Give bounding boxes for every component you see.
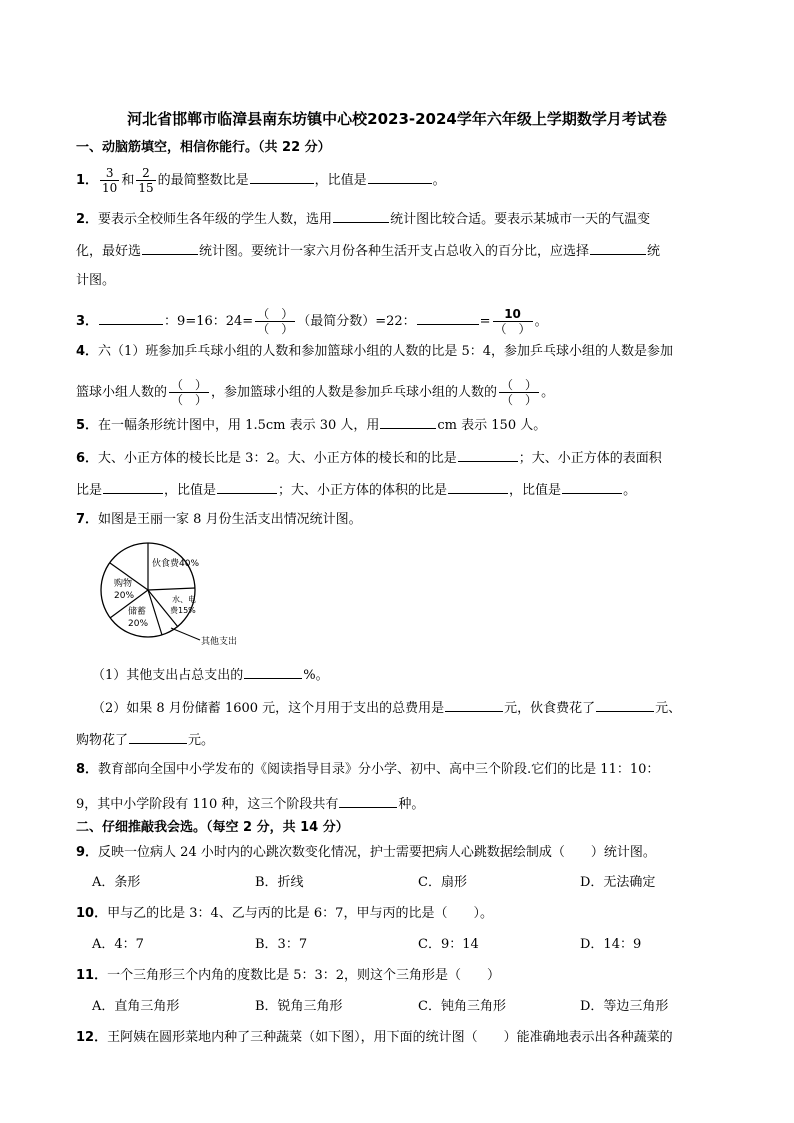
- question-number: 10．: [76, 906, 108, 921]
- option-c[interactable]: C．扇形: [418, 875, 467, 890]
- answer-blank[interactable]: [562, 479, 622, 494]
- question-11: 11．一个三角形三个内角的度数比是 5：3：2，则这个三角形是（ ）: [76, 968, 501, 983]
- pie-divider: [148, 588, 195, 590]
- answer-blank[interactable]: [129, 729, 187, 744]
- answer-blank[interactable]: [380, 414, 436, 429]
- answer-blank[interactable]: [333, 208, 389, 223]
- answer-blank[interactable]: [142, 240, 198, 255]
- question-9: 9．反映一位病人 24 小时内的心跳次数变化情况，护士需要把病人心跳数据绘制成（ ）统计图。: [76, 845, 656, 860]
- answer-blank[interactable]: [445, 697, 503, 712]
- fraction: $\frac{3}{10}$: [102, 166, 118, 195]
- option-b[interactable]: B．3：7: [255, 937, 308, 952]
- answer-blank[interactable]: [339, 793, 397, 808]
- option-a[interactable]: A．直角三角形: [92, 999, 180, 1014]
- pie-label-savings-pct: 20%: [128, 619, 149, 629]
- question-7-part-2: （2）如果 8 月份储蓄 1600 元，这个月用于支出的总费用是 元，伙食费花了 元、: [92, 697, 681, 718]
- fraction: $\frac{2}{15}$: [138, 166, 154, 195]
- answer-blank[interactable]: [368, 169, 432, 184]
- option-a[interactable]: A．条形: [92, 875, 141, 890]
- question-1: 1． $\frac{3}{10}$ 和 $\frac{2}{15}$ 的最简整数比是 ，比值是 。: [76, 166, 446, 195]
- question-number: 6．: [76, 451, 99, 466]
- fraction: $\frac{( )}{( )}$: [171, 378, 208, 407]
- question-7-part-2-line-2: 购物花了 元。: [76, 729, 214, 750]
- pie-label-utilities: 水、电: [172, 595, 196, 604]
- answer-blank[interactable]: [103, 479, 163, 494]
- answer-blank[interactable]: [244, 664, 302, 679]
- question-number: 11．: [76, 968, 108, 983]
- option-a[interactable]: A．4：7: [92, 937, 144, 952]
- question-2: 2．要表示全校师生各年级的学生人数，选用 统计图比较合适。要表示某城市一天的气温变: [76, 208, 650, 229]
- answer-blank[interactable]: [250, 169, 314, 184]
- question-4: 4．六（1）班参加乒乓球小组的人数和参加篮球小组的人数的比是 5：4，参加乒乓球小组的人数是参加: [76, 344, 673, 359]
- expenditure-pie-chart: [100, 536, 270, 648]
- answer-blank[interactable]: [99, 310, 163, 325]
- pie-leader-line: [171, 628, 200, 640]
- fraction: $\frac{( )}{( )}$: [501, 378, 538, 407]
- pie-divider: [148, 590, 162, 635]
- answer-blank[interactable]: [417, 310, 479, 325]
- question-6: 6．大、小正方体的棱长比是 3：2。大、小正方体的棱长和的比是 ；大、小正方体的表面积: [76, 447, 662, 468]
- question-3: 3． ：9=16：24= $\frac{( )}{( )}$ （最简分数）=22： = $\frac{10}{( )}$ 。: [76, 307, 548, 336]
- option-c[interactable]: C．9：14: [418, 937, 479, 952]
- pie-label-shopping-pct: 20%: [114, 591, 135, 601]
- question-5: 5．在一幅条形统计图中，用 1.5cm 表示 30 人，用 cm 表示 150 人。: [76, 414, 546, 435]
- pie-label-utilities-pct: 费15%: [170, 606, 196, 615]
- question-number: 3．: [76, 314, 99, 329]
- answer-blank[interactable]: [590, 240, 646, 255]
- answer-blank[interactable]: [448, 479, 508, 494]
- question-4-line-2: 篮球小组人数的 $\frac{( )}{( )}$ ，参加篮球小组的人数是参加乒乓球小组的人数的 $\frac{( )}{( )}$ 。: [76, 378, 555, 407]
- question-2-line-3: 计图。: [76, 273, 116, 288]
- page-title: 河北省邯郸市临漳县南东坊镇中心校2023-2024学年六年级上学期数学月考试卷: [127, 110, 667, 128]
- question-8: 8．教育部向全国中小学发布的《阅读指导目录》分小学、初中、高中三个阶段.它们的比是 11：10：: [76, 762, 660, 777]
- option-b[interactable]: B．锐角三角形: [255, 999, 343, 1014]
- question-number: 5．: [76, 418, 99, 433]
- pie-label-shopping: 购物: [114, 579, 133, 589]
- pie-label-savings: 储蓄: [128, 607, 147, 617]
- question-12: 12．王阿姨在圆形菜地内种了三种蔬菜（如下图），用下面的统计图（ ）能准确地表示出各种蔬菜的: [76, 1030, 673, 1045]
- question-10: 10．甲与乙的比是 3：4、乙与丙的比是 6：7，甲与丙的比是（ ）。: [76, 906, 493, 921]
- question-number: 1．: [76, 173, 99, 188]
- question-number: 8．: [76, 762, 99, 777]
- pie-label-other: 其他支出: [201, 637, 238, 647]
- question-7: 7．如图是王丽一家 8 月份生活支出情况统计图。: [76, 512, 362, 527]
- question-8-line-2: 9，其中小学阶段有 110 种，这三个阶段共有 种。: [76, 793, 424, 814]
- option-d[interactable]: D．14：9: [580, 937, 642, 952]
- question-number: 2．: [76, 212, 99, 227]
- section-2-heading: 二、仔细推敲我会选。（每空 2 分，共 14 分）: [76, 820, 349, 835]
- section-1-heading: 一、动脑筋填空，相信你能行。（共 22 分）: [76, 140, 331, 155]
- answer-blank[interactable]: [217, 479, 277, 494]
- pie-label-food: 伙食费40%: [152, 559, 200, 569]
- option-b[interactable]: B．折线: [255, 875, 304, 890]
- option-d[interactable]: D．等边三角形: [580, 999, 669, 1014]
- option-c[interactable]: C．钝角三角形: [418, 999, 506, 1014]
- question-2-line-2: 化，最好选 统计图。要统计一家六月份各种生活开支占总收入的百分比，应选择 统: [76, 240, 660, 261]
- question-number: 7．: [76, 512, 99, 527]
- fraction: $\frac{10}{( )}$: [494, 307, 531, 336]
- option-d[interactable]: D．无法确定: [580, 875, 656, 890]
- fraction: $\frac{( )}{( )}$: [257, 307, 294, 336]
- question-7-part-1: （1）其他支出占总支出的 %。: [92, 664, 329, 685]
- question-number: 12．: [76, 1030, 108, 1045]
- answer-blank[interactable]: [458, 447, 518, 462]
- question-number: 4．: [76, 344, 99, 359]
- question-number: 9．: [76, 845, 99, 860]
- answer-blank[interactable]: [596, 697, 654, 712]
- question-6-line-2: 比是 ，比值是 ；大、小正方体的体积的比是 ，比值是 。: [76, 479, 636, 500]
